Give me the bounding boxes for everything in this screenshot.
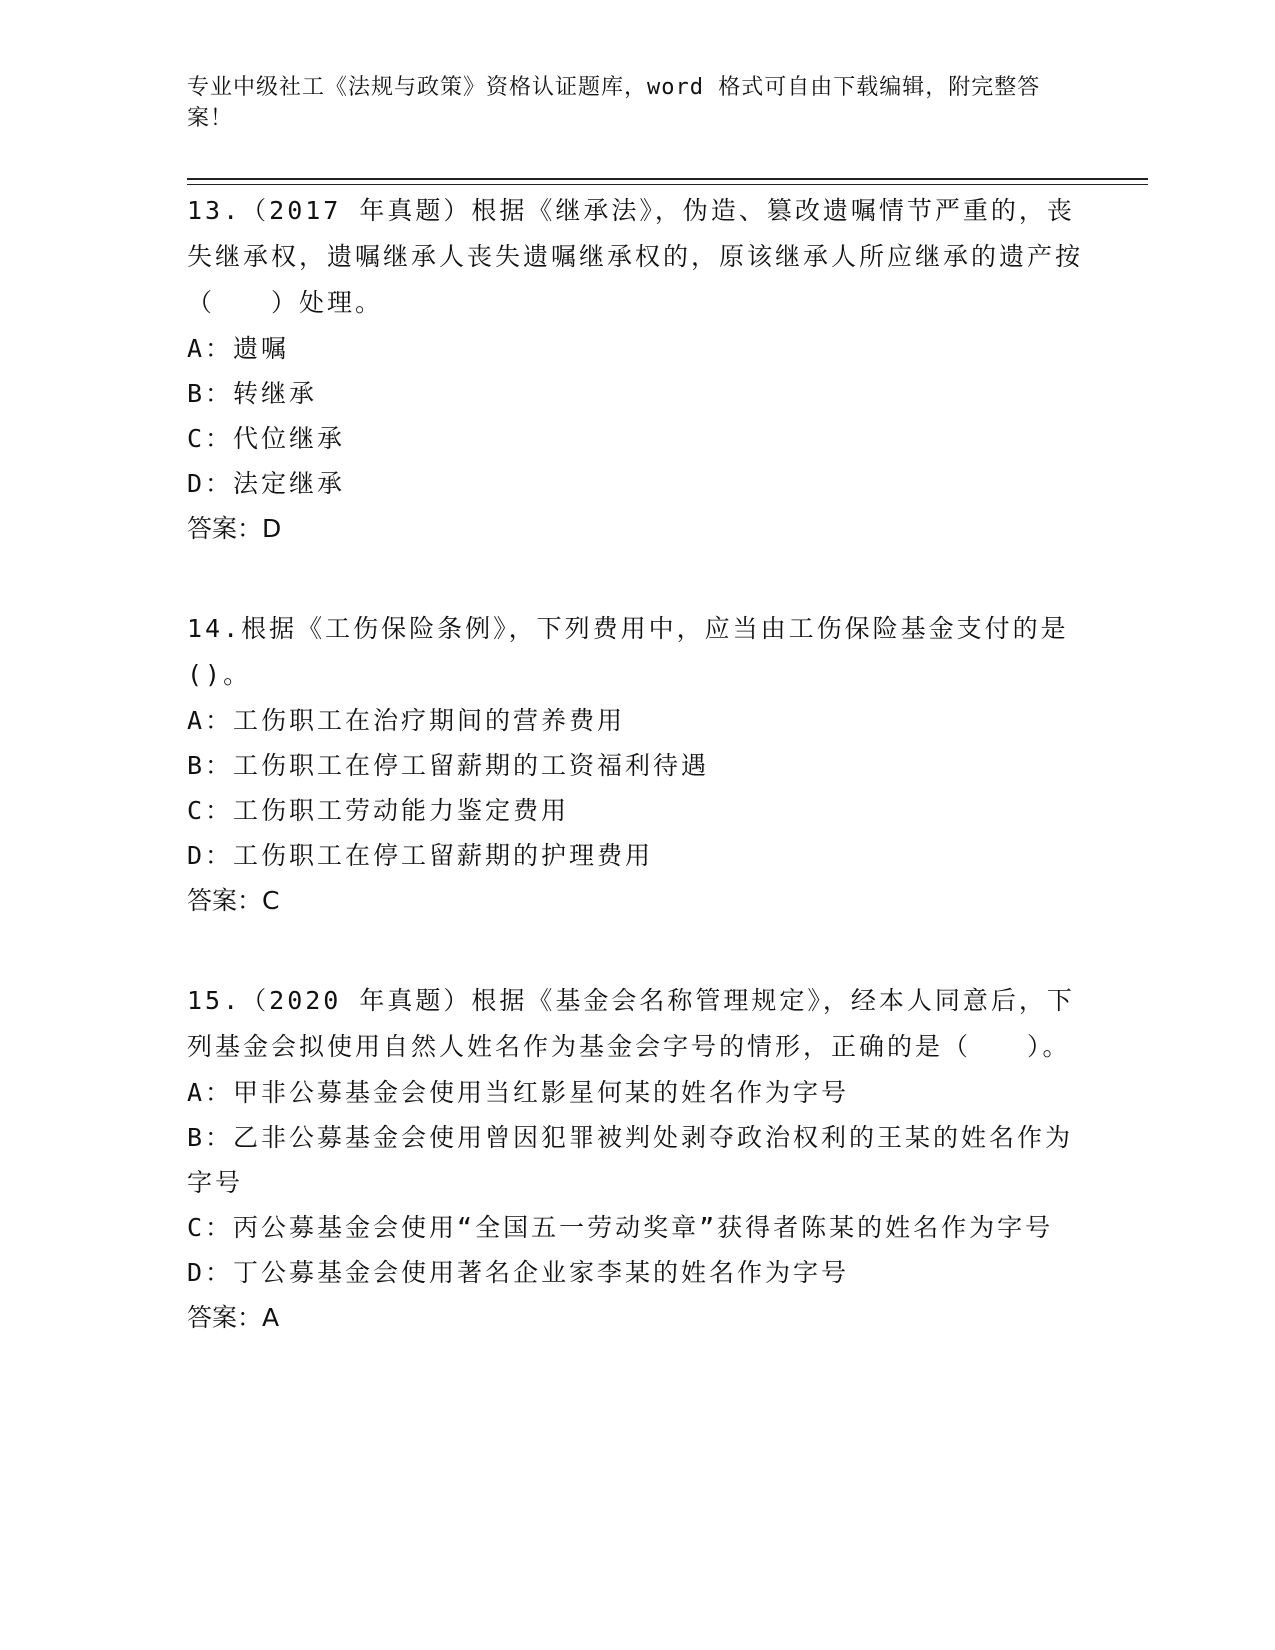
question-stem: 13.（2017 年真题）根据《继承法》，伪造、篡改遗嘱情节严重的，丧失继承权，遗嘱继承人丧失遗嘱继承权的，原该继承人所应继承的遗产按（ ）处理。 (187, 196, 1084, 317)
question-list (187, 188, 1087, 1395)
option-d: D：丁公募基金会使用著名企业家李某的姓名作为字号 (187, 1258, 850, 1287)
question-13 (187, 188, 1087, 552)
document-header: 专业中级社工《法规与政策》资格认证题库，word 格式可自由下载编辑，附完整答案！ (187, 75, 1041, 131)
question-15 (187, 978, 1087, 1341)
option-b: B：工伤职工在停工留薪期的工资福利待遇 (187, 751, 710, 780)
option-c: C：工伤职工劳动能力鉴定费用 (187, 796, 570, 825)
option-c: C：丙公募基金会使用“全国五一劳动奖章”获得者陈某的姓名作为字号 (187, 1213, 1054, 1242)
question-stem: 14.根据《工伤保险条例》，下列费用中，应当由工伤保险基金支付的是()。 (187, 614, 1069, 689)
answer-line: 答案：D (187, 514, 282, 543)
question-14 (187, 606, 1087, 924)
answer-line: 答案：C (187, 886, 280, 915)
header-divider-thick (187, 178, 1148, 180)
option-d: D：工伤职工在停工留薪期的护理费用 (187, 841, 654, 870)
question-stem: 15.（2020 年真题）根据《基金会名称管理规定》，经本人同意后，下列基金会拟使用自然人姓名作为基金会字号的情形，正确的是（ ）。 (187, 986, 1075, 1061)
header-divider-thin (187, 184, 1148, 185)
answer-line: 答案：A (187, 1303, 280, 1332)
option-a: A：工伤职工在治疗期间的营养费用 (187, 706, 626, 735)
option-d: D：法定继承 (187, 469, 346, 498)
option-b: B：转继承 (187, 379, 318, 408)
option-a: A：甲非公募基金会使用当红影星何某的姓名作为字号 (187, 1078, 850, 1107)
option-b: B：乙非公募基金会使用曾因犯罪被判处剥夺政治权利的王某的姓名作为字号 (187, 1123, 1074, 1197)
option-a: A：遗嘱 (187, 334, 290, 363)
option-c: C：代位继承 (187, 424, 346, 453)
